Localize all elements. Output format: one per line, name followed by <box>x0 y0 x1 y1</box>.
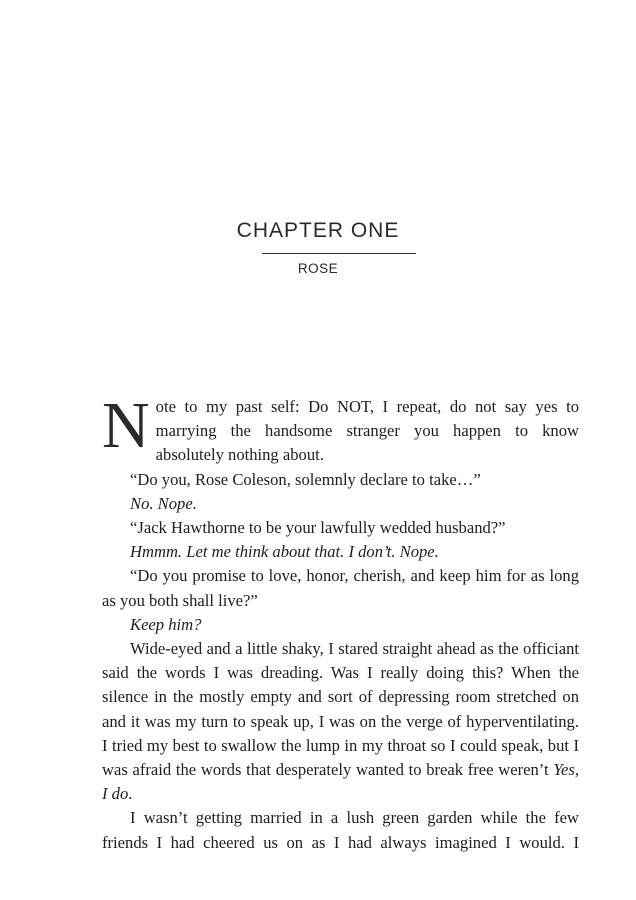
inner-thought <box>102 492 579 516</box>
chapter-title: CHAPTER ONE <box>236 219 400 242</box>
chapter-divider <box>262 253 416 254</box>
opening-text: ote to my past self: Do NOT, I repeat, do not say yes to marrying the handsome stranger you happen to know absolutely nothing about. <box>155 397 579 465</box>
inner-thought-text: Hmmm. Let me think about that. I don’t. Nope. <box>130 542 439 562</box>
narrative-text-end: . <box>128 784 133 804</box>
inner-thought-text: No. Nope. <box>130 493 197 513</box>
dialogue-line: “Do you, Rose Coleson, solemnly declare to take…” <box>130 469 481 489</box>
narrative-paragraph: I wasn’t getting married in a lush green garden while the few friends I had cheered us on as I had always imagined I would. I <box>102 808 579 852</box>
narrative-text: Wide-eyed and a little shaky, I stared straight ahead as the officiant said the words I was dreading. Was I really doing this? When the silence in the mostly empty and sort of depressing room stretched on and it was my turn to speak up, I was on the verge of hyperventilating. I tried my best to swallow the lump in my throat so I could speak, but I was afraid the words that desperately wanted to break free weren’t <box>102 639 579 780</box>
chapter-body <box>102 389 579 855</box>
drop-cap: N <box>102 389 150 462</box>
dialogue-line: “Jack Hawthorne to be your lawfully wedded husband?” <box>130 518 506 538</box>
narrative-paragraph <box>102 637 579 806</box>
inner-thought <box>102 613 579 637</box>
inner-thought-text: Keep him? <box>130 614 202 634</box>
dialogue-line: “Do you promise to love, honor, cherish, and keep him for as long as you both shall live?” <box>102 566 579 610</box>
opening-paragraph <box>102 389 579 468</box>
inner-thought <box>102 540 579 564</box>
chapter-pov-name: ROSE <box>297 261 339 276</box>
narrative-italic-text: Yes, I do <box>102 760 579 804</box>
